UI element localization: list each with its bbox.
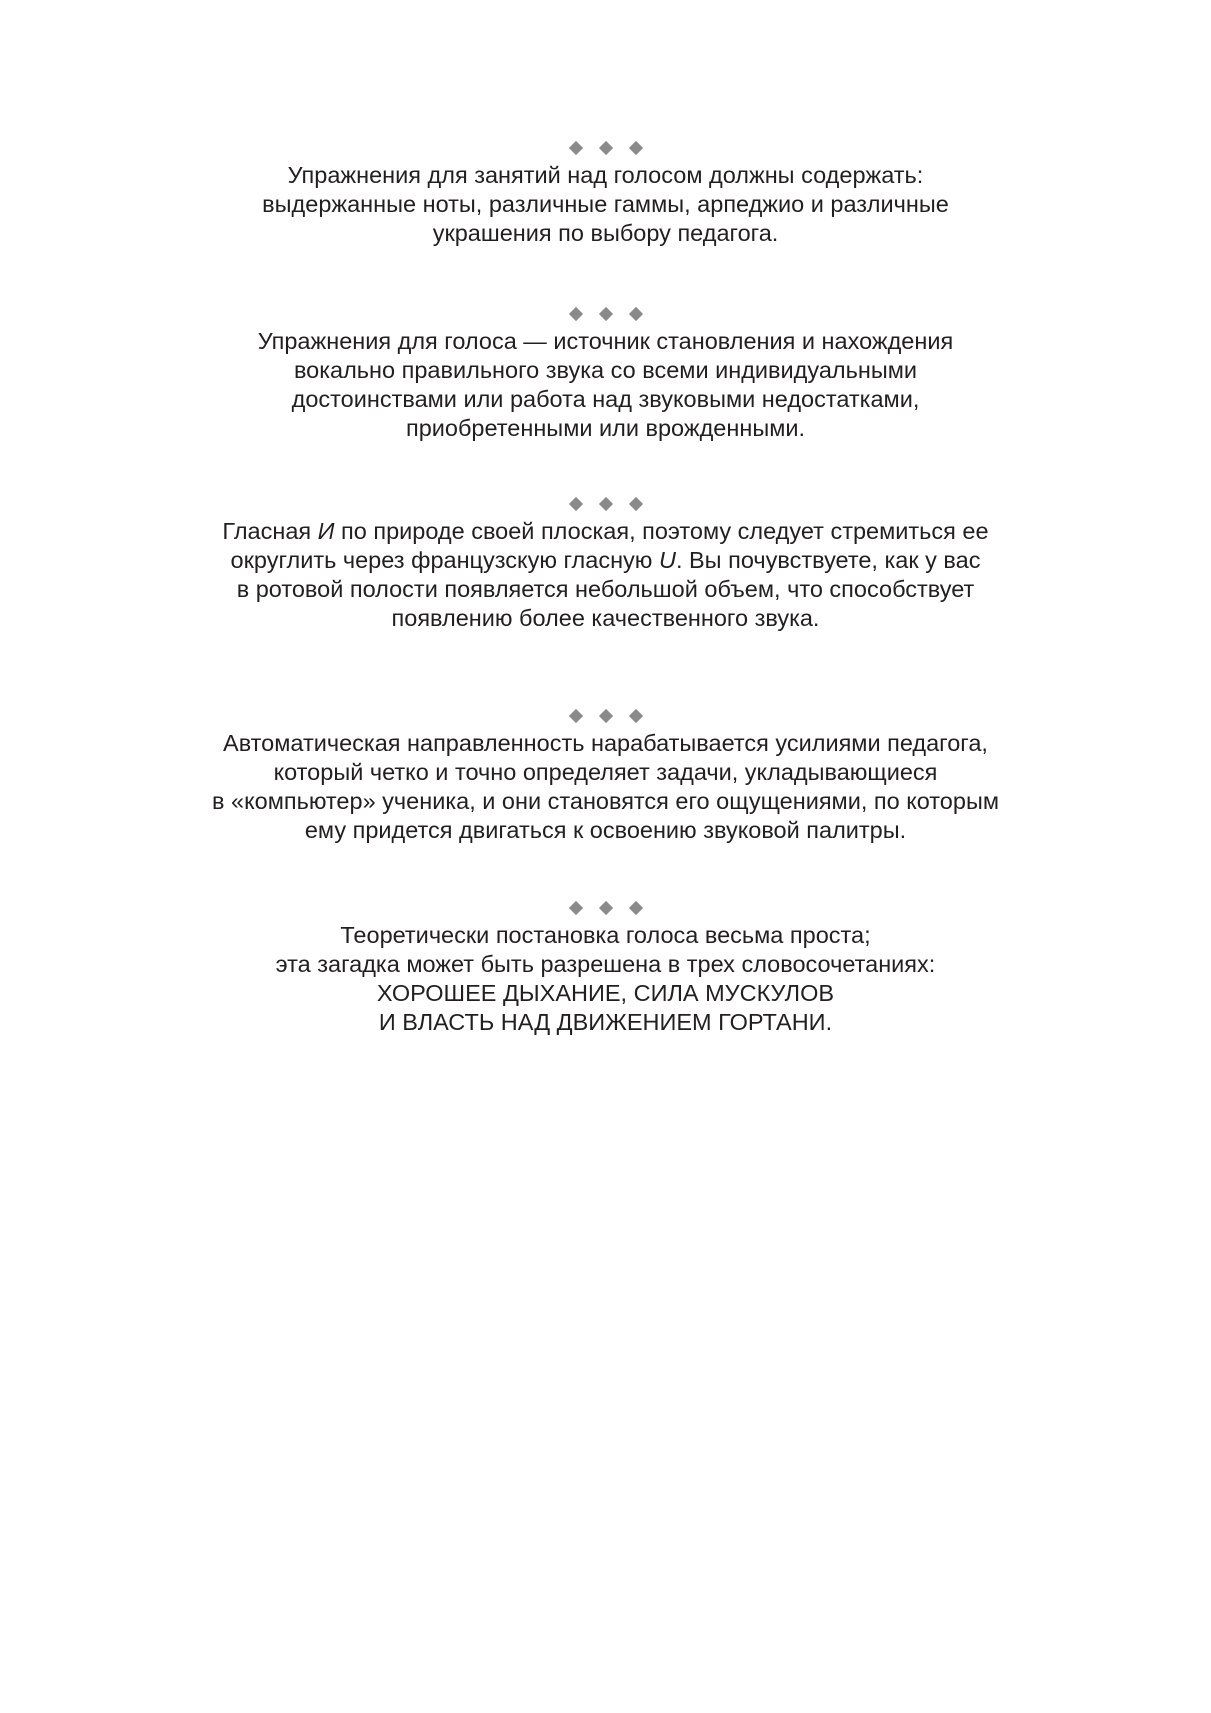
text-line — [150, 546, 1061, 575]
diamond-icon — [568, 901, 582, 915]
text-line: Теоретически постановка голоса весьма проста; — [340, 922, 871, 948]
text-line: украшения по выбору педагога. — [432, 220, 779, 246]
diamond-icon — [598, 307, 612, 321]
diamond-icon — [568, 307, 582, 321]
text-line: который четко и точно определяет задачи, укладывающиеся — [273, 759, 938, 785]
diamond-icon — [568, 141, 582, 155]
text-line: эта загадка может быть разрешена в трех словосочетаниях: — [275, 951, 936, 977]
text-run: . Вы почувствуете, как у вас — [675, 547, 981, 573]
diamond-divider — [150, 708, 1061, 724]
text-run: округлить через французскую гласную — [230, 547, 659, 573]
diamond-icon — [598, 497, 612, 511]
italic-letter: U — [658, 547, 676, 573]
text-line: в «компьютер» ученика, и они становятся его ощущениями, по которым — [212, 788, 999, 814]
section-1 — [150, 140, 1061, 248]
section-3 — [150, 496, 1061, 633]
text-line: выдержанные ноты, различные гаммы, арпеджио и различные — [262, 191, 949, 217]
text-line: приобретенными или врожденными. — [405, 415, 806, 441]
diamond-icon — [568, 497, 582, 511]
section-5 — [150, 900, 1061, 1037]
diamond-divider — [150, 900, 1061, 916]
diamond-icon — [628, 307, 642, 321]
section-2 — [150, 306, 1061, 443]
text-line: в ротовой полости появляется небольшой объем, что способствует — [236, 576, 975, 602]
text-line: Автоматическая направленность нарабатывается усилиями педагога, — [223, 730, 988, 756]
diamond-icon — [628, 141, 642, 155]
text-line: Упражнения для голоса — источник становления и нахождения — [257, 328, 954, 354]
text-run: Гласная — [222, 518, 318, 544]
diamond-icon — [598, 709, 612, 723]
diamond-icon — [628, 709, 642, 723]
diamond-divider — [150, 306, 1061, 322]
text-line: ему придется двигаться к освоению звуковой палитры. — [304, 817, 907, 843]
text-line: И ВЛАСТЬ НАД ДВИЖЕНИЕМ ГОРТАНИ. — [378, 1009, 833, 1035]
text-line: вокально правильного звука со всеми индивидуальными — [293, 357, 918, 383]
diamond-icon — [628, 901, 642, 915]
diamond-divider — [150, 140, 1061, 156]
italic-letter: И — [317, 518, 335, 544]
text-line: появлению более качественного звука. — [391, 605, 820, 631]
diamond-icon — [598, 901, 612, 915]
diamond-icon — [598, 141, 612, 155]
diamond-divider — [150, 496, 1061, 512]
diamond-icon — [568, 709, 582, 723]
text-line: ХОРОШЕЕ ДЫХАНИЕ, СИЛА МУСКУЛОВ — [376, 980, 835, 1006]
text-line: Упражнения для занятий над голосом должны содержать: — [287, 162, 924, 188]
text-line — [150, 517, 1061, 546]
text-run: по природе своей плоская, поэтому следует стремиться ее — [334, 518, 989, 544]
section-4 — [150, 708, 1061, 845]
text-line: достоинствами или работа над звуковыми недостатками, — [291, 386, 920, 412]
diamond-icon — [628, 497, 642, 511]
